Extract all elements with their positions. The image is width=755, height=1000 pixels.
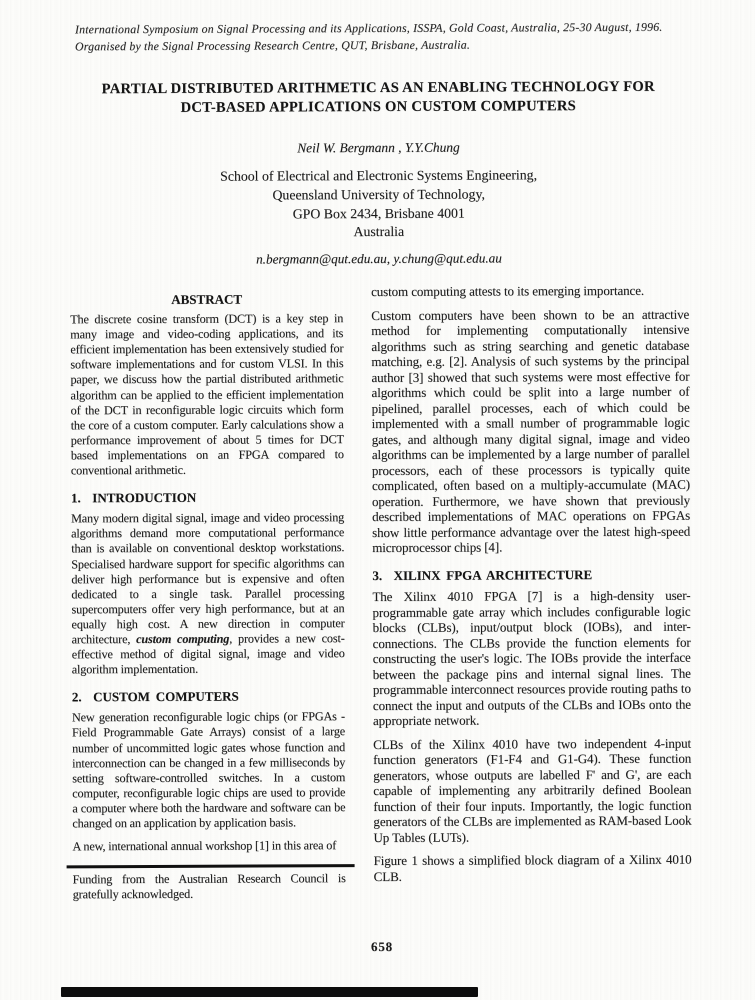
figure-reference-paragraph: Figure 1 shows a simplified block diagram of a Xilinx 4010 CLB. xyxy=(373,851,692,884)
custom-computing-paragraph: Custom computers have been shown to be an attractive method for implementing computationally intensive algorithms such as string searching and genetic database matching, e.g. [2]. Analysis of such systems by the principal author [3] showed that such systems were most effective for algorithms which could be split into a large number of pipelined, parallel processes, each of which could be implemented with a small number of programmable logic gates, and although many digital signal, image and video algorithms can be implemented by a large number of parallel processors, each of these processors is typically quite complicated, often based on a multiply-accumulate (MAC) operation. Furthermore, we have shown that previously described implementations of MAC operations on FPGAs show little performance advantage over the latest high-speed microprocessor chips [4]. xyxy=(371,306,691,556)
abstract-paragraph: The discrete cosine transform (DCT) is a key step in many image and video-coding applications, and its efficient implementation has been extensively studied for software implementations and for custom VLSI. In this paper, we discuss how the partial distributed arithmetic algorithm can be applied to the efficient implementation of the DCT in reconfigurable logic circuits which form the core of a custom computer. Early calculations show a performance improvement of about 5 times for DCT based implementations on an FPGA compared to conventional arithmetic. xyxy=(70,311,344,478)
column-continuation-line: custom computing attests to its emerging importance. xyxy=(371,282,645,300)
paper-title-line1: PARTIAL DISTRIBUTED ARITHMETIC AS AN ENABLING TECHNOLOGY FOR xyxy=(101,78,655,98)
email-line: n.bergmann@qut.edu.au, y.chung@qut.edu.au xyxy=(256,250,502,267)
affiliation-line: GPO Box 2434, Brisbane 4001 xyxy=(292,205,465,221)
affiliation-line: School of Electrical and Electronic Systems Engineering, xyxy=(220,167,538,184)
xilinx-paragraph-1: The Xilinx 4010 FPGA [7] is a high-density user-programmable gate array which includes configurable logic blocks (CLBs), input/output block (IOBs), and inter-connections. The CLBs provide the function elements for constructing the user's logic. The IOBs provide the interface between the package pins and internal signal lines. The programmable interconnect resources provide routing paths to connect the input and outputs of the CLBs and IOBs onto the appropriate network. xyxy=(372,587,691,729)
affiliation-line: Queensland University of Technology, xyxy=(272,186,485,203)
affiliation-block xyxy=(59,166,699,244)
footnote-separator xyxy=(67,864,355,868)
introduction-heading: 1. INTRODUCTION xyxy=(70,489,197,506)
affiliation-line: Australia xyxy=(353,224,405,240)
custom-computers-paragraph-1: New generation reconfigurable logic chips (or FPGAs - Field Programmable Gate Arrays) consist of a large number of uncommitted logic gates whose function and interconnection can be changed in a few milliseconds by setting software-controlled switches. In a custom computer, reconfigurable logic chips are used to provide a computer where both the hardware and software can be changed on an application by application basis. xyxy=(71,709,346,831)
xilinx-heading: 3. XILINX FPGA ARCHITECTURE xyxy=(372,566,593,583)
conference-header-line2: Organised by the Signal Processing Research Centre, QUT, Brisbane, Australia. xyxy=(74,37,470,53)
paper-title xyxy=(58,78,698,118)
xilinx-paragraph-2: CLBs of the Xilinx 4010 have two independent 4-input function generators (F1-F4 and G1-G4). These function generators, whose outputs are labelled F' and G', are each capable of implementing any arbitrarily defined Boolean function of their four inputs. Importantly, the logic function generators of the CLBs are implemented as RAM-based Look Up Tables (LUTs). xyxy=(373,735,692,845)
custom-computers-paragraph-2: A new, international annual workshop [1] in this area of xyxy=(72,838,337,854)
custom-computers-heading: 2. CUSTOM COMPUTERS xyxy=(71,688,239,705)
left-column xyxy=(70,291,346,903)
page-number: 658 xyxy=(370,938,393,955)
paper-title-line2: DCT-BASED APPLICATIONS ON CUSTOM COMPUTERS xyxy=(180,97,577,116)
custom-computing-emphasis: custom computing xyxy=(136,631,230,647)
authors-line: Neil W. Bergmann , Y.Y.Chung xyxy=(297,139,460,156)
footnote-block xyxy=(73,864,346,902)
right-column xyxy=(371,283,692,884)
scan-artifact-bar xyxy=(61,987,478,997)
abstract-heading: ABSTRACT xyxy=(171,291,243,307)
conference-header-line1: International Symposium on Signal Processing and its Applications, ISSPA, Gold Coast, Australia, 25-30 August, 1996. xyxy=(74,19,663,37)
introduction-paragraph xyxy=(71,510,345,677)
introduction-text-start: Many modern digital signal, image and video processing algorithms demand more computational performance than is available on conventional desktop workstations. Specialised hardware support for specific algorithms can deliver high performance but is expensive and often dedicated to a single task. Parallel processing supercomputers offer very high performance, but at an equally high cost. A new direction in computer architecture, xyxy=(71,510,345,647)
introduction-text-end: , provides a new cost-effective method of digital signal, image and video algorithm implementation. xyxy=(71,631,345,677)
footnote-text: Funding from the Australian Research Council is gratefully acknowledged. xyxy=(72,871,346,902)
conference-header xyxy=(75,19,690,55)
